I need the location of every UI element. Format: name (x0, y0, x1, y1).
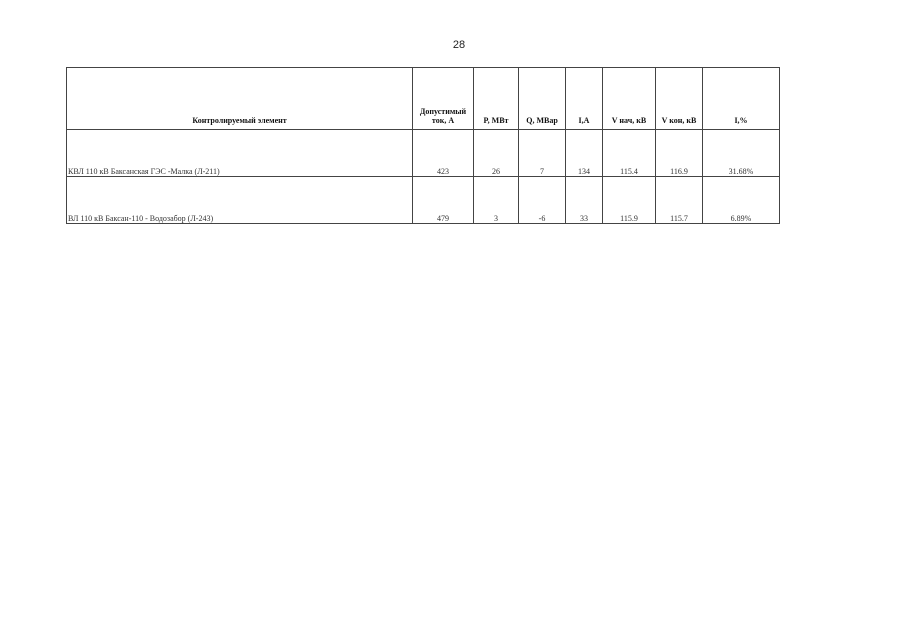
cell-active-power: 26 (474, 130, 519, 177)
table-row (67, 130, 780, 177)
cell-voltage-end: 116.9 (656, 130, 703, 177)
cell-voltage-end: 115.7 (656, 177, 703, 224)
cell-reactive-power: -6 (519, 177, 566, 224)
cell-controlled-element: КВЛ 110 кВ Баксанская ГЭС -Малка (Л-211) (67, 130, 413, 177)
cell-controlled-element: ВЛ 110 кВ Баксан-110 - Водозабор (Л-243) (67, 177, 413, 224)
header-reactive-power: Q, МВар (519, 68, 566, 130)
header-controlled-element: Контролируемый элемент (67, 68, 413, 130)
cell-current: 33 (566, 177, 603, 224)
header-active-power: P, МВт (474, 68, 519, 130)
cell-allowed-current: 423 (413, 130, 474, 177)
header-current: I,A (566, 68, 603, 130)
table-row (67, 177, 780, 224)
page-number: 28 (452, 39, 466, 51)
header-current-percent: I,% (703, 68, 780, 130)
table-header-row (67, 68, 780, 130)
header-allowed-current: Допустимый ток, А (413, 68, 474, 130)
header-voltage-start: V нач, кВ (603, 68, 656, 130)
cell-current-percent: 6.89% (703, 177, 780, 224)
cell-reactive-power: 7 (519, 130, 566, 177)
cell-allowed-current: 479 (413, 177, 474, 224)
cell-voltage-start: 115.9 (603, 177, 656, 224)
header-voltage-end: V кон, кВ (656, 68, 703, 130)
cell-current-percent: 31.68% (703, 130, 780, 177)
data-table (66, 67, 780, 224)
cell-current: 134 (566, 130, 603, 177)
cell-active-power: 3 (474, 177, 519, 224)
cell-voltage-start: 115.4 (603, 130, 656, 177)
